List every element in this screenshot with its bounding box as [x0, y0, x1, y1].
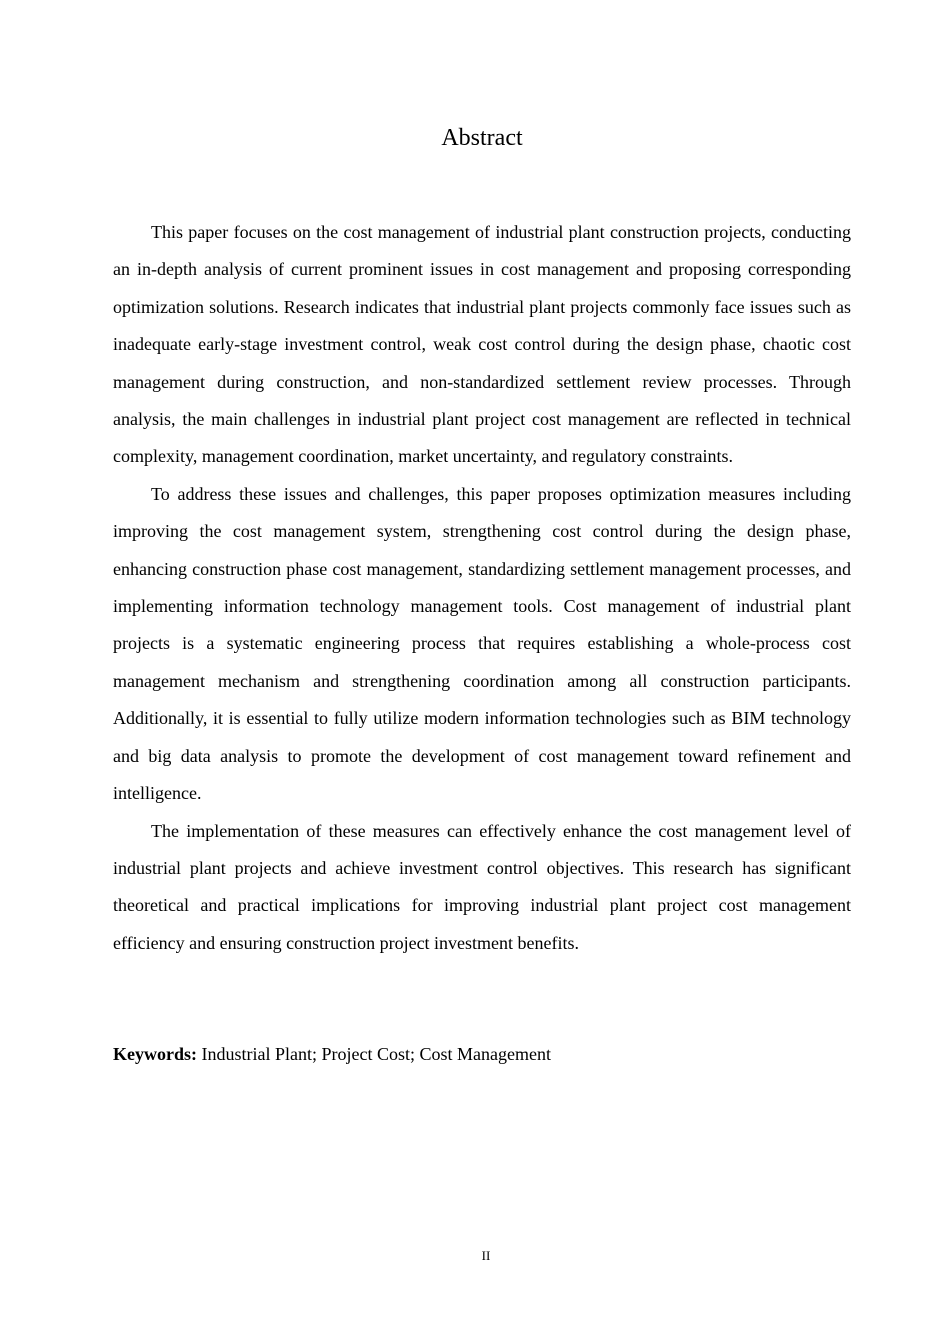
page-number: II — [481, 1248, 491, 1263]
keywords-label: Keywords: — [113, 1044, 197, 1064]
abstract-paragraph-1: This paper focuses on the cost management of industrial plant construction projects, conducting an in-depth analysis of current prominent issues in cost management and proposing corresponding optimization solutions. Research indicates that industrial plant projects commonly face issues such as inadequate early-stage investment control, weak cost control during the design phase, chaotic cost management during construction, and non-standardized settlement review processes. Through analysis, the main challenges in industrial plant project cost management are reflected in technical complexity, management coordination, market uncertainty, and regulatory constraints. — [113, 222, 851, 467]
abstract-paragraph-2: To address these issues and challenges, this paper proposes optimization measures including improving the cost management system, strengthening cost control during the design phase, enhancing construction phase cost management, standardizing settlement management processes, and implementing information technology management tools. Cost management of industrial plant projects is a systematic engineering process that requires establishing a whole-process cost management mechanism and strengthening coordination among all construction participants. Additionally, it is essential to fully utilize modern information technologies such as BIM technology and big data analysis to promote the development of cost management toward refinement and intelligence. — [113, 483, 851, 804]
abstract-paragraph-3: The implementation of these measures can effectively enhance the cost management level of industrial plant projects and achieve investment control objectives. This research has significant theoretical and practical implications for improving industrial plant project cost management efficiency and ensuring construction project investment benefits. — [113, 820, 851, 953]
abstract-body — [113, 214, 851, 962]
keywords-line — [113, 1040, 851, 1068]
keywords-text: Industrial Plant; Project Cost; Cost Management — [201, 1044, 551, 1064]
abstract-title: Abstract — [441, 125, 523, 151]
